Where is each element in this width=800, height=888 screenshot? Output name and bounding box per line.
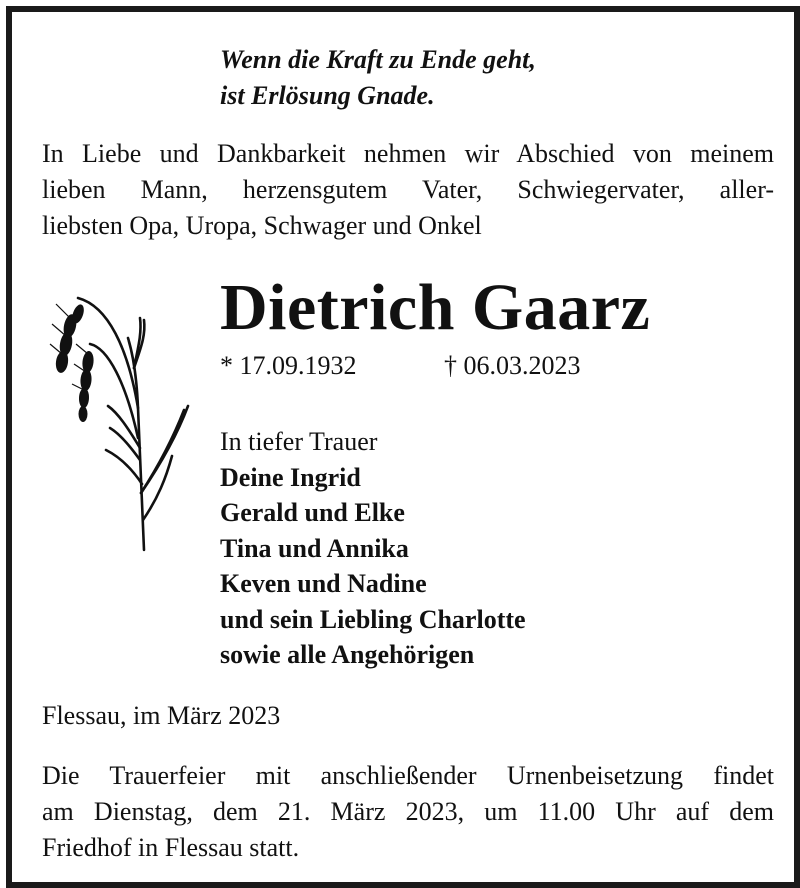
mourner-3: Tina und Annika [220,533,409,563]
mourner-5: und sein Liebling Charlotte [220,604,526,634]
deceased-name: Dietrich Gaarz [220,271,651,344]
mourner-1: Deine Ingrid [220,462,361,492]
birth-date: * 17.09.1932 [220,351,357,380]
motto-line-1: Wenn die Kraft zu Ende geht, [220,45,536,74]
intro-line-3: liebsten Opa, Uropa, Schwager und Onkel [42,211,482,240]
intro-line-2: lieben Mann, herzensgutem Vater, Schwiegervater, aller- [42,175,774,204]
motto-line-2: ist Erlösung Gnade. [220,81,435,110]
obituary-notice [6,6,800,888]
funeral-info [42,758,774,866]
funeral-line-2: am Dienstag, dem 21. März 2023, um 11.00 Uhr auf dem [42,797,774,826]
mourner-6: sowie alle Angehörigen [220,640,475,669]
place-date: Flessau, im März 2023 [42,701,281,730]
funeral-line-1: Die Trauerfeier mit anschließender Urnenbeisetzung findet [42,761,774,790]
life-dates [220,348,581,384]
motto [220,42,536,114]
funeral-line-3: Friedhof in Flessau statt. [42,833,300,862]
wheat-stalk-icon [48,288,198,558]
mourners-lead: In tiefer Trauer [220,427,378,456]
mourner-4: Keven und Nadine [220,569,427,598]
intro-line-1: In Liebe und Dankbarkeit nehmen wir Abschied von meinem [42,139,774,168]
intro-text [42,136,774,244]
mourner-2: Gerald und Elke [220,498,405,527]
death-date: † 06.03.2023 [444,351,581,380]
mourners-list [220,424,526,673]
